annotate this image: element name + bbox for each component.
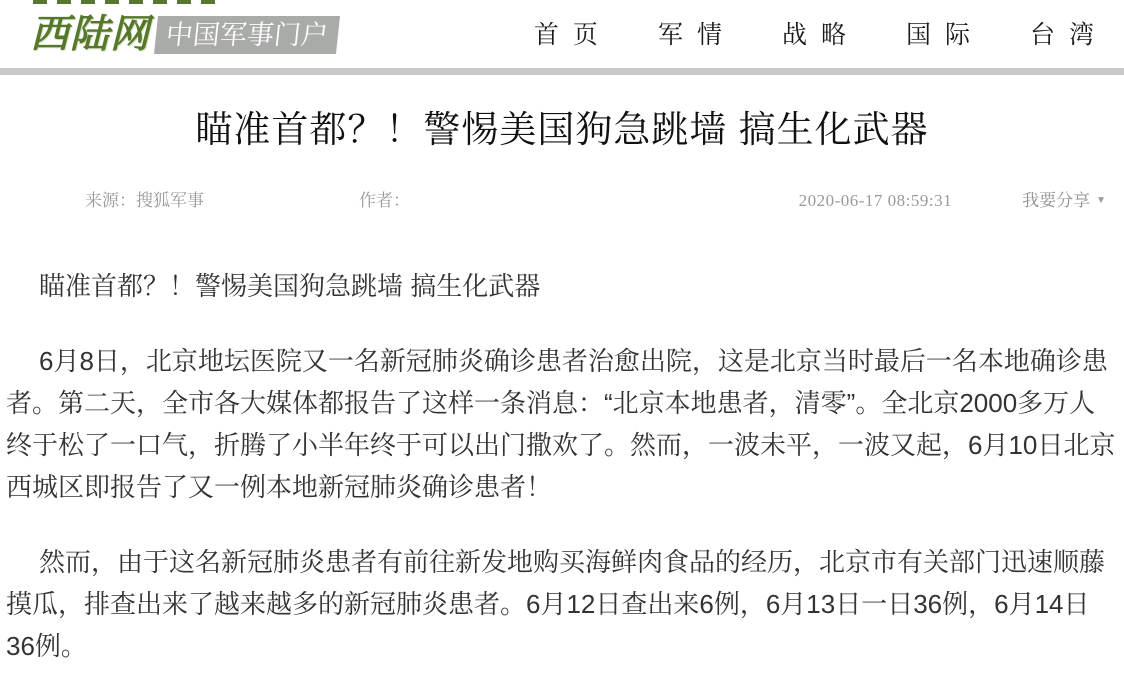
main-nav [534,20,1116,50]
header-row [0,10,1124,60]
share-button[interactable] [1022,189,1106,213]
site-logo[interactable] [30,13,338,57]
chevron-down-icon: ▼ [1096,195,1106,206]
article-source: 来源：搜狐军事 [85,191,204,210]
article-title: 瞄准首都？！警惕美国狗急跳墙 搞生化武器 [195,109,929,150]
site-logo-text: 西陆网 [30,13,151,56]
article-meta [0,189,1124,213]
nav-item-4[interactable]: 国际 [905,21,984,49]
article [0,107,1124,667]
site-logo-badge: 中国军事门户 [154,16,340,54]
article-author-label: 作者： [359,191,410,210]
article-body [0,265,1124,667]
cropped-top-decoration [33,0,223,4]
share-button-label: 我要分享 [1022,191,1091,210]
article-datetime: 2020-06-17 08:59:31 [798,191,953,210]
site-header [0,0,1124,75]
nav-item-3[interactable]: 战略 [781,21,860,49]
article-paragraph: 6月8日，北京地坛医院又一名新冠肺炎确诊患者治愈出院，这是北京当时最后一名本地确诊患者。第二天，全市各大媒体都报告了这样一条消息：“北京本地患者，清零”。全北京2000多万人终于松了一口气，折腾了小半年终于可以出门撒欢了。然而，一波未平，一波又起，6月10日北京西城区即报告了又一例本地新冠肺炎确诊患者！ [6,346,1116,502]
article-paragraph: 然而，由于这名新冠肺炎患者有前往新发地购买海鲜肉食品的经历，北京市有关部门迅速顺藤摸瓜，排查出来了越来越多的新冠肺炎患者。6月12日查出来6例，6月13日一日36例，6月14日36例。 [6,547,1106,661]
nav-item-5[interactable]: 台湾 [1029,21,1108,49]
header-divider [0,68,1124,75]
nav-item-1[interactable]: 首页 [533,21,612,49]
nav-item-2[interactable]: 军情 [657,21,736,49]
article-paragraph: 瞄准首都？！警惕美国狗急跳墙 搞生化武器 [39,271,541,301]
